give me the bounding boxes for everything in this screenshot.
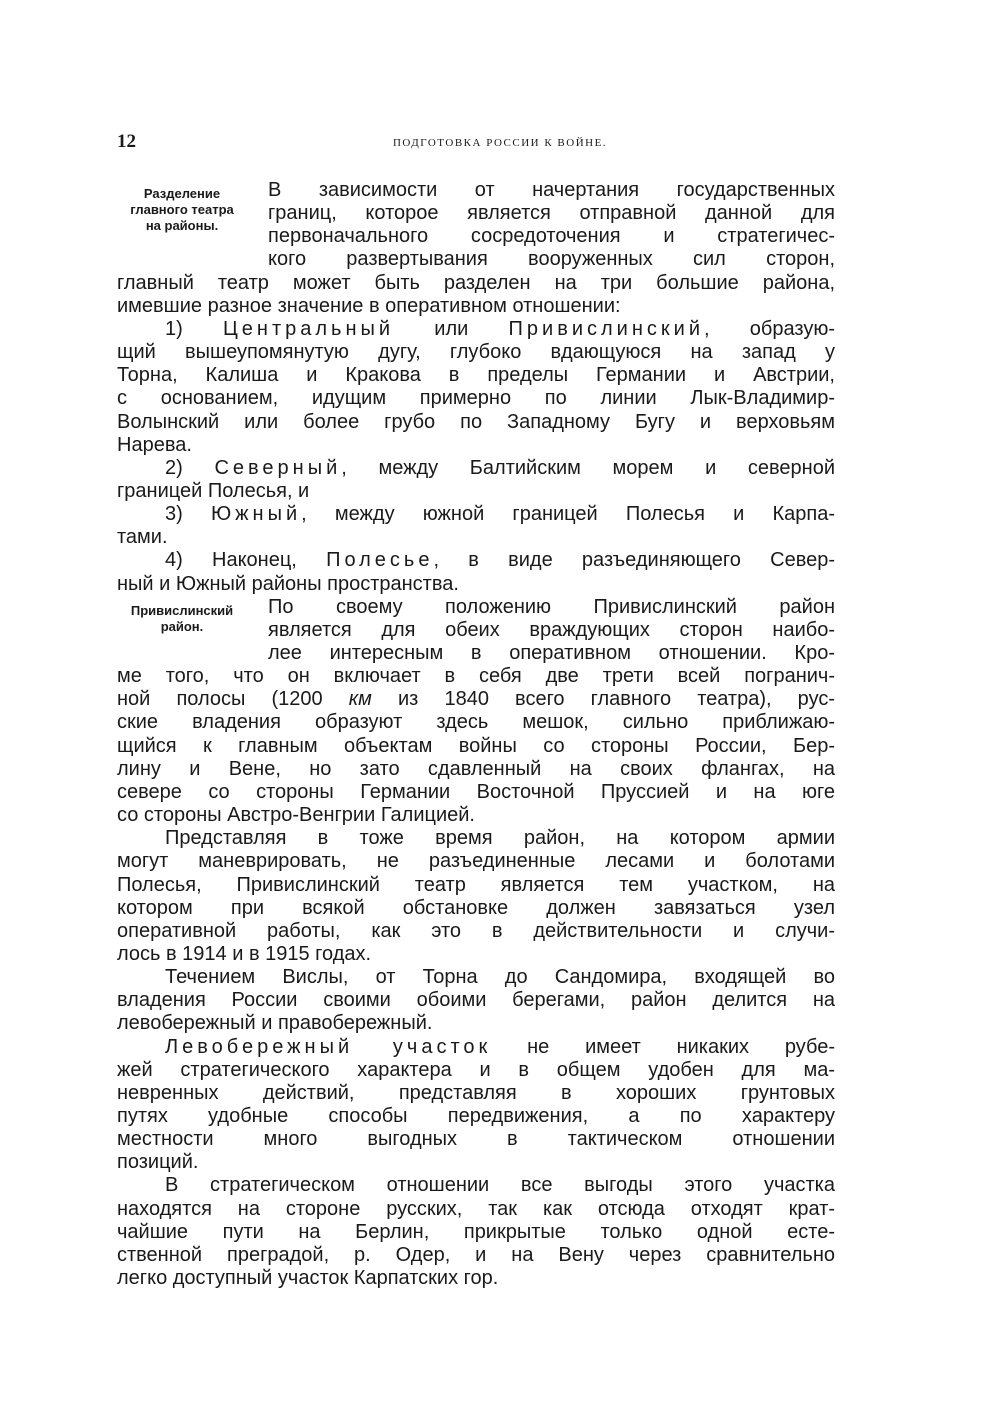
text-line — [268, 596, 835, 619]
text-line — [117, 735, 835, 758]
text-segment: 1) — [165, 317, 224, 340]
text-segment: , между Балтийским морем и северной — [341, 456, 835, 479]
text-segment: лее интересным в оперативном отношении. Кро- — [268, 642, 835, 664]
spaced-emphasis: Полесье — [326, 549, 434, 572]
text-line — [117, 1244, 835, 1267]
text-segment: По своему положению Привислинский район — [268, 595, 835, 618]
text-segment: левобережный и правобережный. — [117, 1012, 433, 1035]
text-segment: Полесья, Привислинский театр является тем участком, на — [117, 873, 835, 896]
spaced-emphasis: Центральный — [223, 317, 395, 340]
text-segment: ские владения образуют здесь мешок, сильно приближаю- — [117, 711, 835, 734]
text-segment: первоначального сосредоточения и стратегичес- — [268, 225, 835, 248]
text-line — [117, 1198, 835, 1221]
text-segment: находятся на стороне русских, так как отсюда отходят крат- — [117, 1197, 835, 1220]
text-line — [117, 434, 835, 457]
text-segment: В зависимости от начертания государственных — [268, 179, 835, 201]
spaced-emphasis: Левобережный участок — [165, 1035, 492, 1058]
text-line — [117, 387, 835, 410]
running-title: ПОДГОТОВКА РОССИИ К ВОЙНЕ. — [392, 137, 608, 149]
text-segment: Торна, Калиша и Кракова в пределы Германии и Австрии, — [117, 364, 835, 387]
text-segment: кого развертывания вооруженных сил сторон, — [268, 248, 835, 271]
text-segment: главный театр может быть разделен на три большие района, — [117, 271, 835, 294]
text-segment: , образую- — [704, 317, 835, 340]
text-segment: с основанием, идущим примерно по линии Лык-Владимир- — [117, 387, 835, 410]
text-segment: щийся к главным объектам войны со стороны России, Бер- — [117, 734, 835, 757]
text-line — [165, 457, 835, 480]
text-segment: местности много выгодных в тактическом отношении — [117, 1128, 835, 1151]
text-segment: Нарева. — [117, 433, 192, 456]
spaced-emphasis: Северный — [214, 456, 342, 479]
text-segment: ный и Южный районы пространства. — [117, 572, 459, 595]
text-line — [117, 411, 835, 434]
text-segment: севере со стороны Германии Восточной Пруссией и на юге — [117, 780, 835, 803]
text-line — [117, 897, 835, 920]
margin-note-line: главного театра — [130, 202, 234, 217]
text-segment: оперативной работы, как это в действительности и случи- — [117, 919, 835, 942]
text-segment: легко доступный участок Карпатских гор. — [117, 1267, 499, 1290]
text-segment: км — [348, 688, 372, 711]
text-segment: имевшие разное значение в оперативном отношении: — [117, 294, 621, 317]
text-line — [117, 758, 835, 781]
text-line — [165, 318, 835, 341]
text-line — [117, 804, 835, 827]
text-segment: позиций. — [117, 1151, 199, 1174]
text-segment: , между южной границей Полесья и Карпа- — [301, 503, 835, 526]
text-segment: , в виде разъединяющего Север- — [433, 549, 835, 572]
text-segment: является для обеих враждующих сторон наибо- — [268, 618, 835, 641]
text-line — [268, 179, 835, 202]
text-line — [117, 341, 835, 364]
text-line — [165, 1174, 835, 1197]
text-segment: ме того, что он включает в себя две трети всей погранич- — [117, 665, 835, 688]
margin-note-division — [112, 186, 252, 234]
text-segment: Течением Вислы, от Торна до Сандомира, входящей во — [165, 966, 835, 989]
text-line — [117, 920, 835, 943]
text-segment: владения России своими обоими берегами, район делится на — [117, 989, 835, 1012]
text-line — [165, 1036, 835, 1059]
text-line — [165, 503, 835, 526]
text-line — [117, 850, 835, 873]
text-segment: щий вышеупомянутую дугу, глубоко вдающуюся на запад у — [117, 341, 835, 364]
spaced-emphasis: Привислинский — [508, 317, 704, 340]
text-segment: 4) Наконец, — [165, 549, 327, 572]
text-line — [117, 665, 835, 688]
text-line — [117, 480, 835, 503]
text-line — [117, 272, 835, 295]
text-line — [117, 711, 835, 734]
text-segment: Волынский или более грубо по Западному Бугу и верховьям — [117, 410, 835, 433]
text-line — [268, 642, 835, 665]
text-segment: тами. — [117, 526, 168, 549]
margin-note-line: Привислинский — [130, 603, 234, 618]
text-segment: 3) — [165, 503, 211, 526]
text-line — [165, 827, 835, 850]
text-segment: котором при всякой обстановке должен завязаться узел — [117, 896, 835, 919]
page-number: 12 — [117, 131, 136, 152]
text-segment: Представляя в тоже время район, на котором армии — [165, 827, 835, 850]
margin-note-line: район. — [160, 619, 204, 634]
text-line — [117, 1128, 835, 1151]
text-line — [117, 364, 835, 387]
text-line — [165, 966, 835, 989]
spaced-emphasis: Южный — [210, 503, 302, 526]
text-segment: невренных действий, представляя в хороших грунтовых — [117, 1081, 835, 1104]
text-line — [117, 1012, 835, 1035]
text-segment: путях удобные способы передвижения, а по характеру — [117, 1105, 835, 1127]
text-line — [117, 1267, 835, 1290]
text-line — [117, 1059, 835, 1082]
text-line — [117, 688, 835, 711]
text-line — [117, 989, 835, 1012]
text-line — [117, 1221, 835, 1244]
text-segment: жей стратегического характера и в общем удобен для ма- — [117, 1058, 835, 1081]
text-line — [117, 526, 835, 549]
text-segment: лось в 1914 и в 1915 годах. — [117, 942, 372, 965]
text-segment: В стратегическом отношении все выгоды этого участка — [165, 1174, 835, 1197]
margin-note-privislinsky — [112, 603, 252, 635]
text-segment: со стороны Австро-Венгрии Галицией. — [117, 804, 475, 827]
text-line — [117, 781, 835, 804]
text-segment: лину и Вене, но зато сдавленный на своих флангах, на — [117, 757, 835, 780]
text-line — [117, 1151, 835, 1174]
text-segment: границей Полесья, и — [117, 479, 310, 502]
text-line — [117, 295, 835, 318]
text-segment: границ, которое является отправной данной для — [268, 202, 835, 225]
margin-note-line: Разделение — [143, 186, 221, 201]
text-line — [117, 874, 835, 897]
text-line — [117, 943, 835, 966]
text-segment: ственной преградой, р. Одер, и на Вену через сравнительно — [117, 1243, 835, 1266]
text-line — [268, 202, 835, 225]
text-segment: могут маневрировать, не разъединенные лесами и болотами — [117, 850, 835, 873]
text-line — [165, 549, 835, 572]
margin-note-line: на районы. — [145, 218, 219, 233]
text-line — [117, 1082, 835, 1105]
text-line — [117, 1105, 835, 1128]
text-segment: 2) — [165, 456, 215, 479]
text-segment: ной полосы (1200 — [117, 688, 349, 711]
text-segment: или — [394, 317, 509, 340]
text-line — [117, 573, 835, 596]
text-line — [268, 225, 835, 248]
text-segment: не имеет никаких рубе- — [491, 1035, 835, 1058]
text-segment: из 1840 всего главного театра), рус- — [371, 688, 835, 711]
text-line — [268, 619, 835, 642]
text-line — [268, 248, 835, 271]
text-segment: чайшие пути на Берлин, прикрытые только одной есте- — [117, 1220, 835, 1243]
